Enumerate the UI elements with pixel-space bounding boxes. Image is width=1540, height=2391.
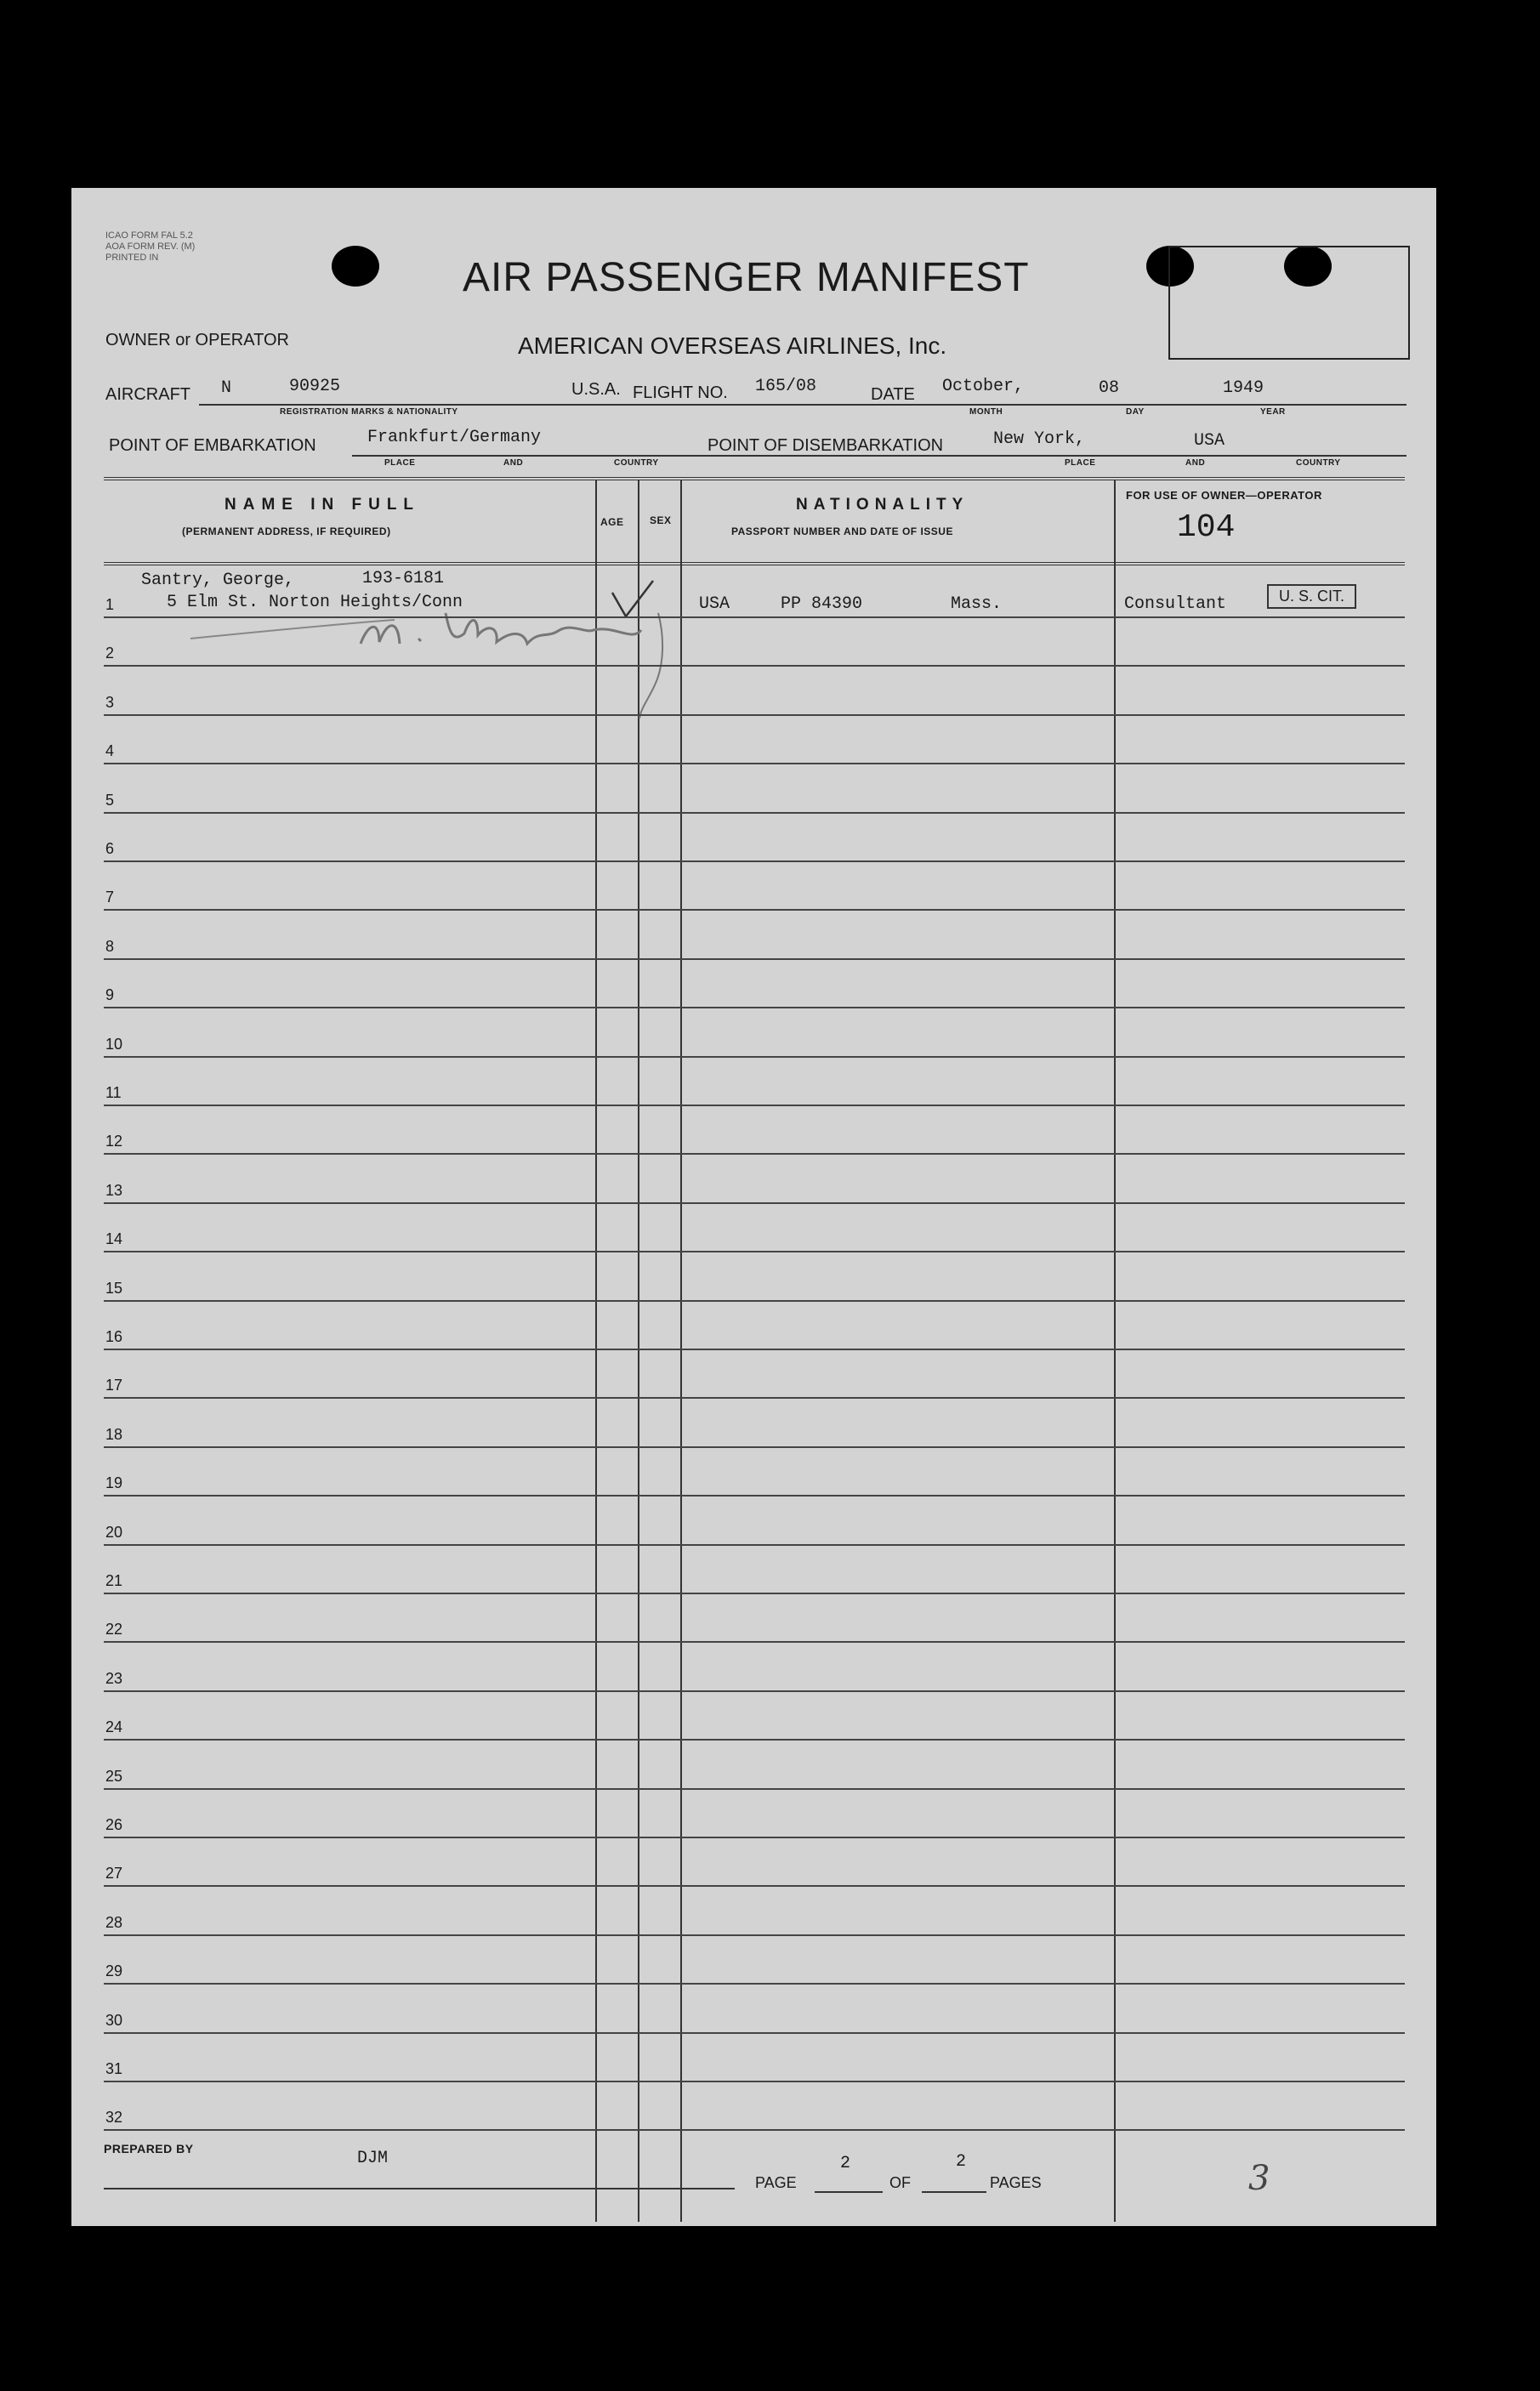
embark-place-caption: PLACE [384, 458, 416, 468]
passenger-name: Santry, George, [141, 571, 295, 590]
row-number: 23 [105, 1669, 123, 1687]
passenger-address: 5 Elm St. Norton Heights/Conn [167, 593, 463, 612]
day-caption: DAY [1126, 407, 1145, 417]
row-number: 19 [105, 1474, 123, 1492]
row-number: 8 [105, 937, 115, 955]
passenger-nationality: USA [699, 594, 730, 614]
row-line [104, 1446, 1405, 1448]
prepared-by-label: PREPARED BY [104, 2142, 194, 2155]
row-number: 18 [105, 1425, 123, 1443]
row-line [104, 616, 1405, 618]
date-year: 1949 [1223, 378, 1264, 398]
form-code-line: ICAO FORM FAL 5.2 [105, 230, 193, 241]
row-line [104, 1934, 1405, 1936]
row-line [104, 1349, 1405, 1350]
date-month: October, [942, 377, 1025, 396]
row-line [104, 909, 1405, 911]
punch-hole-left [332, 246, 379, 287]
row-line [104, 2032, 1405, 2034]
disembarkation-place: New York, [993, 429, 1086, 449]
row-number: 22 [105, 1621, 123, 1638]
disembarkation-label: POINT OF DISEMBARKATION [707, 436, 944, 455]
row-number: 31 [105, 2060, 123, 2077]
passenger-number: 193-6181 [362, 569, 445, 588]
row-line [104, 1056, 1405, 1058]
usa-label: U.S.A. [571, 380, 621, 399]
manifest-sheet [71, 188, 1436, 2226]
row-number: 14 [105, 1230, 123, 1248]
route-underline [352, 455, 1406, 457]
year-caption: YEAR [1260, 407, 1286, 417]
row-line [104, 1495, 1405, 1497]
row-line [104, 812, 1405, 814]
citizenship-stamp-text: U. S. CIT. [1279, 588, 1345, 605]
row-number: 32 [105, 2109, 123, 2127]
page-number-underline [815, 2191, 883, 2193]
aircraft-underline [199, 404, 1406, 406]
column-divider-name [595, 480, 597, 2222]
form-title: AIR PASSENGER MANIFEST [463, 255, 1030, 300]
row-line [104, 1300, 1405, 1302]
row-number: 13 [105, 1181, 123, 1199]
row-number: 15 [105, 1279, 123, 1297]
row-line [104, 1007, 1405, 1008]
disembark-and-caption: AND [1185, 458, 1206, 468]
row-line [104, 1593, 1405, 1594]
embark-country-caption: COUNTRY [614, 458, 659, 468]
date-label: DATE [871, 385, 915, 404]
owner-label: OWNER or OPERATOR [105, 331, 289, 349]
row-number: 2 [105, 645, 115, 662]
row-line [104, 1690, 1405, 1692]
age-column-title: AGE [600, 516, 624, 528]
prepared-by-value: DJM [357, 2149, 389, 2168]
row-line [104, 763, 1405, 764]
prepared-by-underline [104, 2188, 735, 2189]
row-line [104, 1251, 1405, 1252]
row-number: 20 [105, 1523, 123, 1541]
row-line [104, 2081, 1405, 2082]
row-line [104, 958, 1405, 960]
row-line [104, 1788, 1405, 1790]
row-line [104, 1153, 1405, 1155]
embarkation-value: Frankfurt/Germany [367, 428, 542, 447]
name-column-subtitle: (PERMANENT ADDRESS, IF REQUIRED) [182, 525, 391, 537]
row-line [104, 1837, 1405, 1838]
owner-use-number: 104 [1177, 509, 1236, 546]
form-code-line: AOA FORM REV. (M) [105, 241, 196, 252]
total-pages-underline [922, 2191, 986, 2193]
row-line [104, 1739, 1405, 1741]
form-code [105, 230, 195, 264]
row-number: 1 [105, 596, 115, 613]
row-number: 25 [105, 1767, 123, 1785]
column-divider-nationality [1114, 480, 1116, 2222]
owner-use-title: FOR USE OF OWNER—OPERATOR [1126, 489, 1322, 502]
disembark-place-caption: PLACE [1065, 458, 1096, 468]
row-line [104, 1885, 1405, 1887]
row-number: 28 [105, 1913, 123, 1931]
embarkation-label: POINT OF EMBARKATION [109, 436, 316, 455]
aircraft-number: 90925 [289, 377, 341, 396]
registration-caption: REGISTRATION MARKS & NATIONALITY [280, 407, 458, 417]
row-line [104, 714, 1405, 716]
handwritten-page-mark: 3 [1248, 2159, 1270, 2198]
row-line [104, 1544, 1405, 1546]
nationality-column-subtitle: PASSPORT NUMBER AND DATE OF ISSUE [731, 525, 953, 537]
row-line [104, 1105, 1405, 1106]
column-divider-age [638, 480, 639, 2222]
of-label: OF [889, 2174, 911, 2191]
row-number: 3 [105, 693, 115, 711]
row-number: 4 [105, 742, 115, 760]
passenger-occupation: Consultant [1124, 594, 1227, 614]
row-number: 9 [105, 986, 115, 1004]
nationality-column-title: NATIONALITY [796, 496, 969, 514]
disembarkation-country: USA [1194, 431, 1225, 451]
page-label: PAGE [755, 2174, 797, 2191]
name-column-title: NAME IN FULL [224, 496, 421, 514]
row-line [104, 860, 1405, 862]
row-number: 30 [105, 2011, 123, 2029]
official-use-box [1168, 246, 1410, 360]
row-number: 21 [105, 1572, 123, 1589]
row-number: 26 [105, 1816, 123, 1833]
passenger-state: Mass. [951, 594, 1003, 614]
header-top-rule [104, 477, 1405, 480]
row-number: 12 [105, 1133, 123, 1150]
row-number: 5 [105, 791, 115, 809]
form-code-line: PRINTED IN [105, 253, 159, 263]
row-number: 29 [105, 1962, 123, 1980]
row-line [104, 1202, 1405, 1204]
row-number: 10 [105, 1035, 123, 1053]
handwritten-signature [190, 605, 803, 724]
total-pages: 2 [956, 2152, 967, 2172]
date-day: 08 [1099, 378, 1120, 398]
row-number: 7 [105, 889, 115, 906]
aircraft-prefix: N [221, 378, 232, 398]
column-divider-sex [680, 480, 682, 2222]
row-line [104, 1397, 1405, 1399]
citizenship-stamp [1267, 584, 1356, 609]
row-number: 6 [105, 840, 115, 857]
flight-number: 165/08 [755, 377, 817, 396]
row-number: 16 [105, 1328, 123, 1345]
disembark-country-caption: COUNTRY [1296, 458, 1341, 468]
passenger-passport: PP 84390 [781, 594, 863, 614]
row-number: 24 [105, 1718, 123, 1736]
row-line [104, 665, 1405, 667]
row-line [104, 1641, 1405, 1643]
flight-label: FLIGHT NO. [633, 383, 728, 402]
header-bottom-rule [104, 562, 1405, 565]
row-number: 17 [105, 1377, 123, 1394]
row-line [104, 2129, 1405, 2131]
row-number: 27 [105, 1865, 123, 1883]
month-caption: MONTH [969, 407, 1003, 417]
aircraft-label: AIRCRAFT [105, 385, 190, 404]
row-line [104, 1983, 1405, 1985]
row-number: 11 [105, 1084, 122, 1101]
embark-and-caption: AND [503, 458, 524, 468]
page-number: 2 [840, 2154, 851, 2173]
pages-label: PAGES [990, 2174, 1042, 2191]
sex-column-title: SEX [650, 514, 672, 526]
owner-value: AMERICAN OVERSEAS AIRLINES, Inc. [518, 332, 947, 359]
